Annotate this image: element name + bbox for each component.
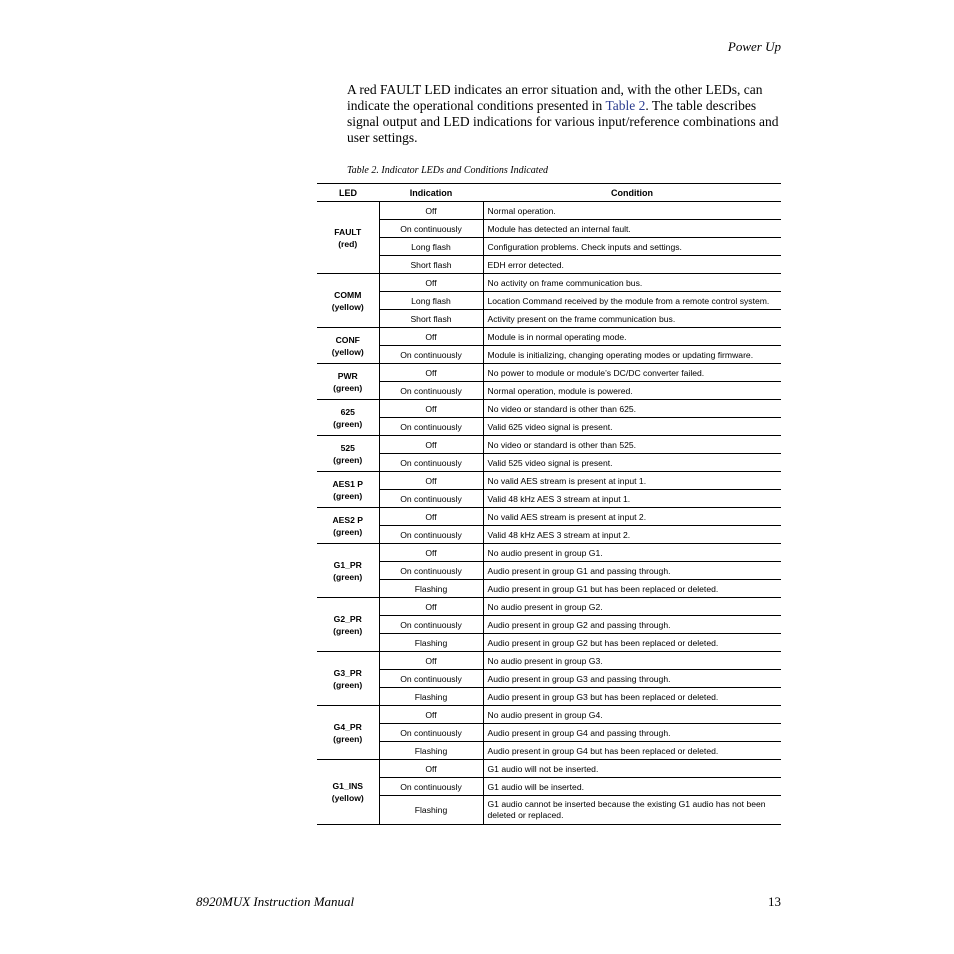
led-color: (green) (333, 625, 363, 636)
table-row (317, 652, 781, 670)
table-row (317, 238, 781, 256)
table-row (317, 562, 781, 580)
led-color: (green) (333, 418, 363, 429)
led-name-cell (317, 400, 379, 436)
led-color: (yellow) (331, 346, 364, 357)
led-name-cell (317, 508, 379, 544)
indication-cell: Off (379, 706, 483, 724)
condition-cell: Activity present on the frame communication bus. (483, 310, 781, 328)
condition-cell: No valid AES stream is present at input 1. (483, 472, 781, 490)
condition-cell: G1 audio cannot be inserted because the existing G1 audio has not been deleted or replaced. (483, 796, 781, 825)
table-row (317, 202, 781, 220)
table-row (317, 328, 781, 346)
indication-cell: On continuously (379, 526, 483, 544)
table-row (317, 472, 781, 490)
table-row (317, 490, 781, 508)
table-row (317, 526, 781, 544)
condition-cell: No audio present in group G2. (483, 598, 781, 616)
table-2-link[interactable]: Table 2 (605, 98, 646, 113)
indication-cell: On continuously (379, 418, 483, 436)
condition-cell: Location Command received by the module from a remote control system. (483, 292, 781, 310)
led-name: AES2 P (332, 514, 364, 525)
indication-cell: Off (379, 760, 483, 778)
led-name: 625 (340, 406, 355, 417)
condition-cell: No valid AES stream is present at input 2. (483, 508, 781, 526)
table-caption: Table 2. Indicator LEDs and Conditions Indicated (347, 165, 549, 176)
table-row (317, 670, 781, 688)
led-name-cell (317, 274, 379, 328)
table-row (317, 256, 781, 274)
condition-cell: Audio present in group G2 but has been replaced or deleted. (483, 634, 781, 652)
indication-cell: Flashing (379, 742, 483, 760)
page-number: 13 (768, 894, 781, 909)
indication-cell: Off (379, 364, 483, 382)
led-color: (green) (333, 490, 363, 501)
indication-cell: Off (379, 436, 483, 454)
indication-cell: Off (379, 400, 483, 418)
indication-cell: Long flash (379, 292, 483, 310)
table-row (317, 274, 781, 292)
condition-cell: Valid 525 video signal is present. (483, 454, 781, 472)
indication-cell: Short flash (379, 310, 483, 328)
condition-cell: Audio present in group G3 and passing through. (483, 670, 781, 688)
table-row (317, 544, 781, 562)
led-color: (green) (333, 526, 363, 537)
condition-cell: Module is initializing, changing operating modes or updating firmware. (483, 346, 781, 364)
led-color: (yellow) (331, 301, 364, 312)
condition-cell: Valid 625 video signal is present. (483, 418, 781, 436)
condition-cell: Audio present in group G4 and passing through. (483, 724, 781, 742)
condition-cell: Module is in normal operating mode. (483, 328, 781, 346)
table-row (317, 760, 781, 778)
condition-cell: Module has detected an internal fault. (483, 220, 781, 238)
indication-cell: Flashing (379, 580, 483, 598)
intro-paragraph (347, 82, 783, 146)
table-row (317, 796, 781, 825)
indication-cell: Flashing (379, 634, 483, 652)
table-row (317, 688, 781, 706)
indication-cell: On continuously (379, 382, 483, 400)
indication-cell: Off (379, 202, 483, 220)
indication-cell: Off (379, 472, 483, 490)
led-color: (green) (333, 382, 363, 393)
indication-cell: On continuously (379, 778, 483, 796)
indication-cell: On continuously (379, 220, 483, 238)
indication-cell: Off (379, 544, 483, 562)
indication-cell: On continuously (379, 454, 483, 472)
led-color: (green) (333, 454, 363, 465)
table-row (317, 292, 781, 310)
condition-cell: Configuration problems. Check inputs and settings. (483, 238, 781, 256)
indication-cell: On continuously (379, 616, 483, 634)
indication-cell: Off (379, 328, 483, 346)
table-row (317, 454, 781, 472)
condition-cell: Audio present in group G3 but has been replaced or deleted. (483, 688, 781, 706)
table-row (317, 364, 781, 382)
led-color: (green) (333, 679, 363, 690)
header-indication: Indication (379, 184, 483, 202)
intro-text-start: A red FAULT LED indicates an error situation and, with the other LEDs, can indicate the operational conditions presented in (347, 82, 763, 113)
condition-cell: Audio present in group G1 but has been replaced or deleted. (483, 580, 781, 598)
table-header-row (317, 184, 781, 202)
led-name-cell (317, 328, 379, 364)
led-name-cell (317, 760, 379, 825)
table-row (317, 436, 781, 454)
led-name: G2_PR (333, 613, 362, 624)
led-name: G1_INS (332, 781, 364, 791)
indication-cell: Off (379, 274, 483, 292)
indication-cell: Short flash (379, 256, 483, 274)
table-row (317, 310, 781, 328)
condition-cell: No audio present in group G4. (483, 706, 781, 724)
indication-cell: Off (379, 598, 483, 616)
table-row (317, 580, 781, 598)
led-name-cell (317, 544, 379, 598)
indication-cell: Flashing (379, 688, 483, 706)
indication-cell: On continuously (379, 490, 483, 508)
footer-manual-title: 8920MUX Instruction Manual (196, 894, 355, 909)
condition-cell: No audio present in group G1. (483, 544, 781, 562)
led-name: 525 (340, 442, 355, 453)
indication-cell: Off (379, 652, 483, 670)
header-led: LED (317, 184, 379, 202)
running-header: Power Up (727, 39, 781, 54)
indication-cell: On continuously (379, 562, 483, 580)
table-row (317, 508, 781, 526)
table-row (317, 418, 781, 436)
led-name-cell (317, 706, 379, 760)
led-name-cell (317, 202, 379, 274)
indication-cell: Flashing (379, 796, 483, 825)
table-row (317, 598, 781, 616)
table-body (317, 202, 781, 825)
intro-text-end: . The table describes signal output and LED indications for various input/reference combinations and user settings. (347, 98, 779, 145)
condition-cell: No video or standard is other than 525. (483, 436, 781, 454)
led-name: FAULT (334, 226, 362, 237)
condition-cell: Audio present in group G2 and passing through. (483, 616, 781, 634)
table-row (317, 400, 781, 418)
led-name-cell (317, 436, 379, 472)
table-row (317, 634, 781, 652)
led-name-cell (317, 652, 379, 706)
led-name-cell (317, 472, 379, 508)
condition-cell: No audio present in group G3. (483, 652, 781, 670)
led-name: CONF (335, 334, 360, 345)
led-color: (green) (333, 571, 363, 582)
led-name: G3_PR (333, 667, 362, 678)
led-color: (yellow) (331, 793, 364, 803)
condition-cell: Normal operation, module is powered. (483, 382, 781, 400)
condition-cell: No video or standard is other than 625. (483, 400, 781, 418)
table-row (317, 778, 781, 796)
led-color: (green) (333, 733, 363, 744)
condition-cell: Valid 48 kHz AES 3 stream at input 1. (483, 490, 781, 508)
table-row (317, 742, 781, 760)
condition-cell: Audio present in group G1 and passing through. (483, 562, 781, 580)
table-row (317, 724, 781, 742)
condition-cell: No power to module or module’s DC/DC converter failed. (483, 364, 781, 382)
condition-cell: No activity on frame communication bus. (483, 274, 781, 292)
led-name: COMM (334, 289, 362, 300)
condition-cell: Normal operation. (483, 202, 781, 220)
condition-cell: G1 audio will not be inserted. (483, 760, 781, 778)
indication-cell: On continuously (379, 670, 483, 688)
condition-cell: EDH error detected. (483, 256, 781, 274)
led-name: G4_PR (333, 721, 362, 732)
condition-cell: G1 audio will be inserted. (483, 778, 781, 796)
led-name: AES1 P (332, 478, 364, 489)
led-color: (red) (338, 238, 358, 249)
condition-cell: Valid 48 kHz AES 3 stream at input 2. (483, 526, 781, 544)
condition-cell: Audio present in group G4 but has been replaced or deleted. (483, 742, 781, 760)
led-name-cell (317, 364, 379, 400)
indicator-leds-table (317, 183, 781, 825)
indication-cell: Off (379, 508, 483, 526)
header-condition: Condition (483, 184, 781, 202)
led-name-cell (317, 598, 379, 652)
indication-cell: Long flash (379, 238, 483, 256)
table-row (317, 346, 781, 364)
indication-cell: On continuously (379, 724, 483, 742)
table-row (317, 706, 781, 724)
table-row (317, 220, 781, 238)
led-name: PWR (337, 370, 358, 381)
table-row (317, 382, 781, 400)
led-name: G1_PR (333, 559, 362, 570)
table-row (317, 616, 781, 634)
indication-cell: On continuously (379, 346, 483, 364)
